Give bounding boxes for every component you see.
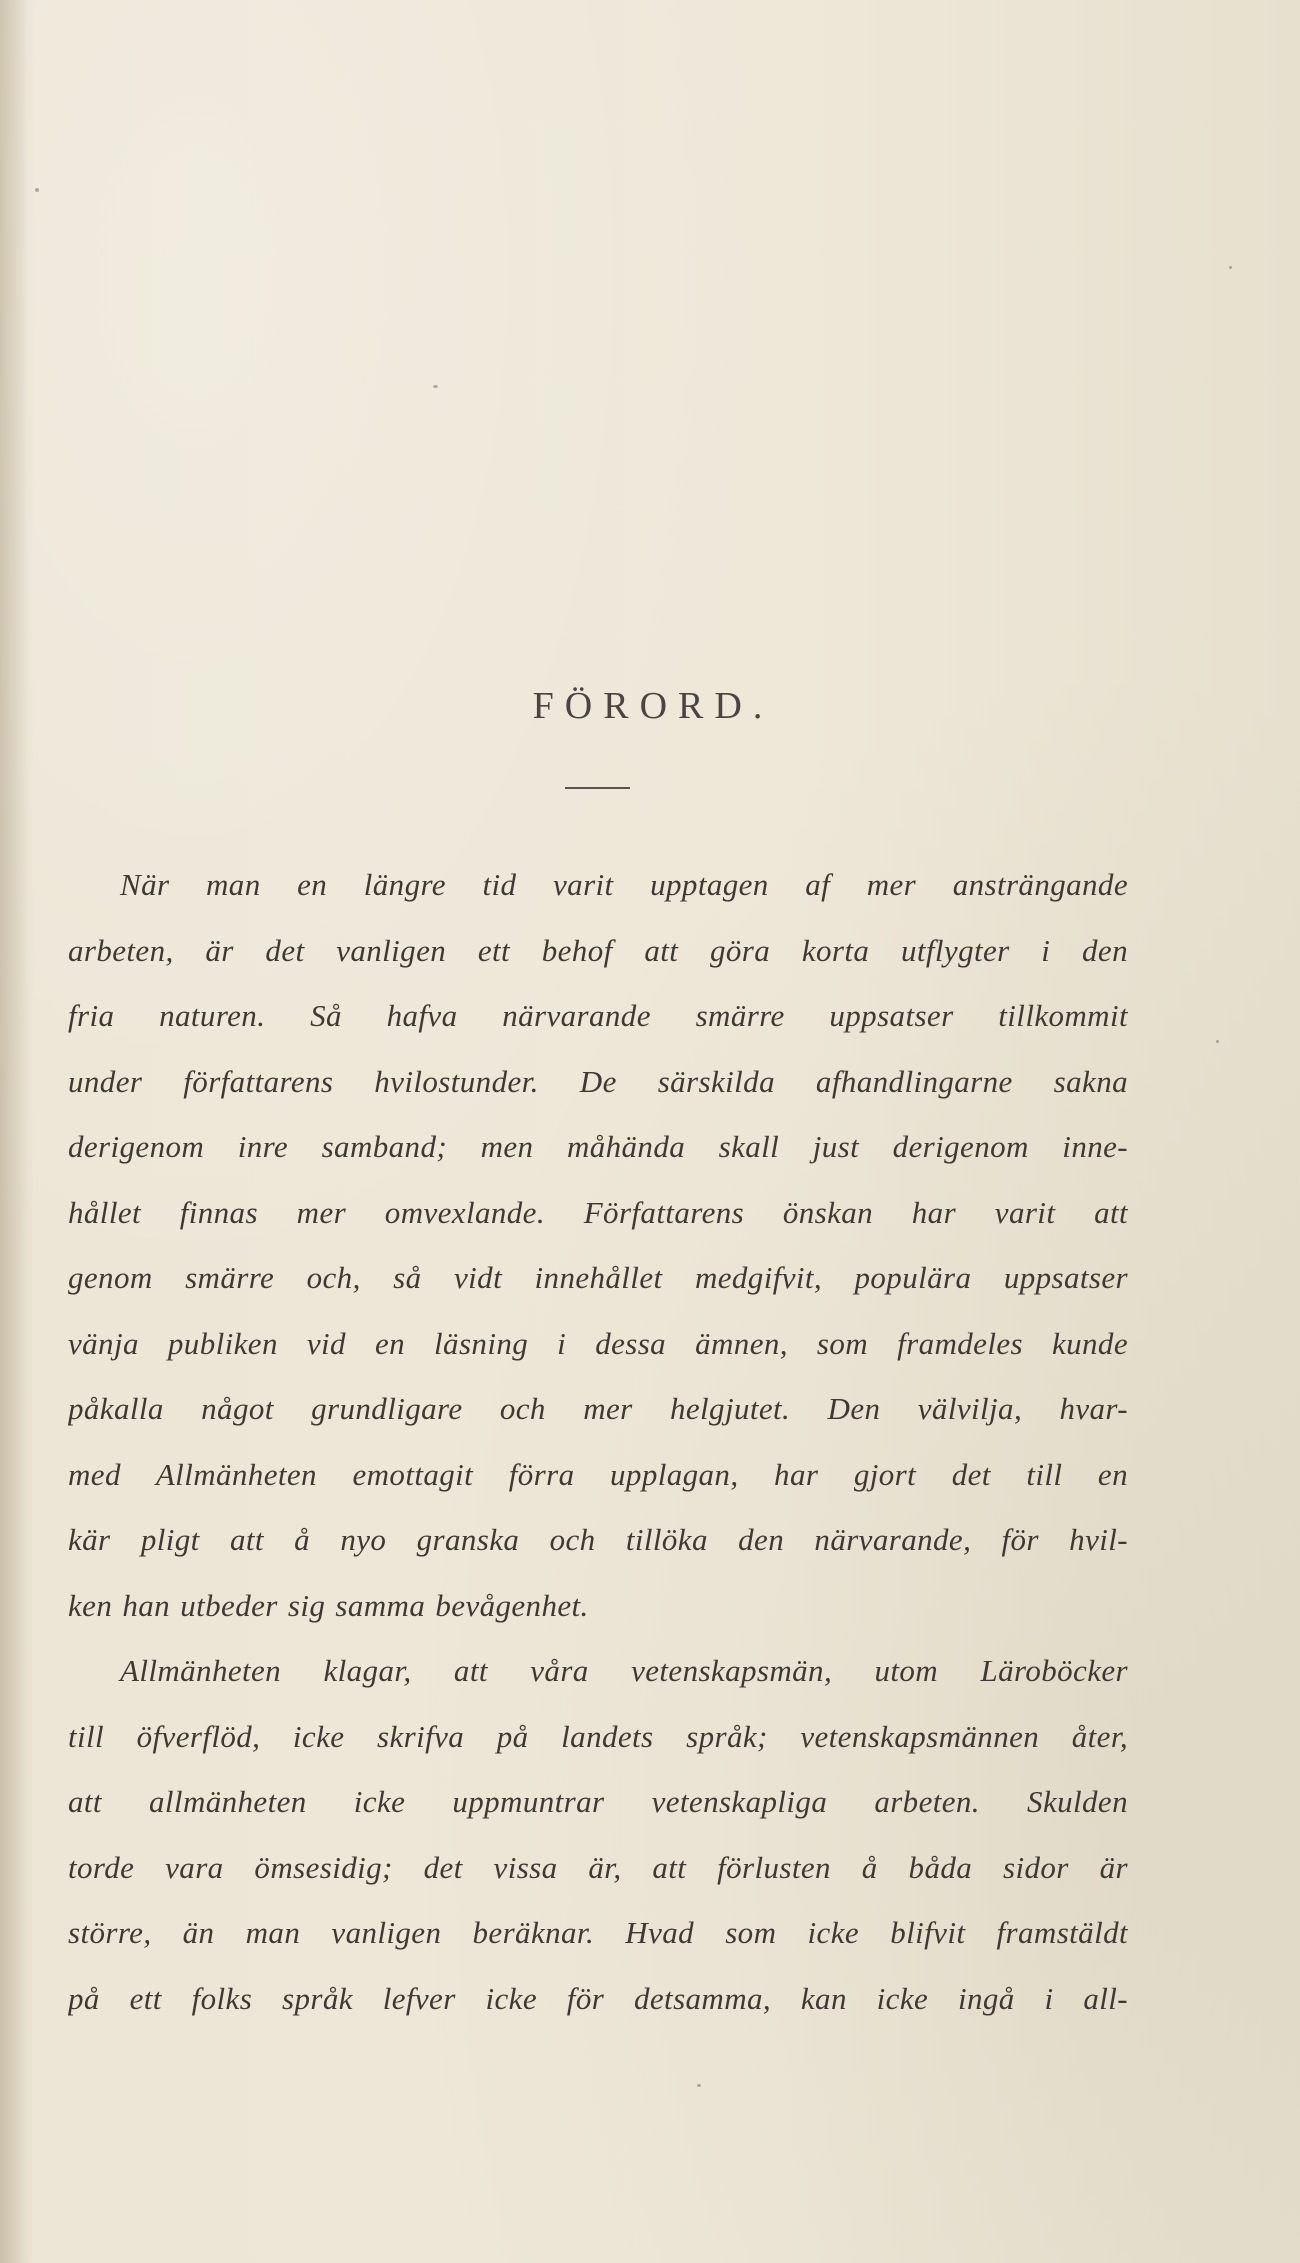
text-line: derigenom inre samband; men måhända skall just derigenom inne- xyxy=(68,1129,1128,1164)
paper-speck xyxy=(1216,1040,1219,1043)
text-line: Allmänheten klagar, att våra vetenskapsmän, utom Läroböcker xyxy=(120,1653,1128,1688)
text-line: på ett folks språk lefver icke för detsamma, kan icke ingå i all- xyxy=(68,1980,1128,2016)
text-line: fria naturen. Så hafva närvarande smärre uppsatser tillkommit xyxy=(68,998,1128,1033)
text-line: arbeten, är det vanligen ett behof att göra korta utflygter i den xyxy=(68,932,1128,968)
body-text xyxy=(68,852,1128,2031)
text-line: vänja publiken vid en läsning i dessa ämnen, som framdeles kunde xyxy=(68,1325,1128,1361)
text-line: till öfverflöd, icke skrifva på landets språk; vetenskapsmännen åter, xyxy=(68,1718,1128,1754)
text-line: under författarens hvilostunder. De särskilda afhandlingarne sakna xyxy=(68,1063,1128,1099)
text-line: torde vara ömsesidig; det vissa är, att förlusten å båda sidor är xyxy=(68,1849,1128,1885)
text-line: ken han utbeder sig samma bevågenhet. xyxy=(68,1587,589,1623)
page-heading: FÖRORD. xyxy=(532,685,774,727)
text-line: När man en längre tid varit upptagen af mer ansträngande xyxy=(120,867,1128,902)
paper-speck xyxy=(1229,266,1232,269)
text-line: påkalla något grundligare och mer helgjutet. Den välvilja, hvar- xyxy=(68,1391,1128,1426)
paper-speck xyxy=(433,385,438,388)
text-line: att allmänheten icke uppmuntrar vetenskapliga arbeten. Skulden xyxy=(68,1784,1128,1819)
text-line: med Allmänheten emottagit förra upplagan, har gjort det till en xyxy=(68,1456,1128,1492)
text-line: hållet finnas mer omvexlande. Författarens önskan har varit att xyxy=(68,1194,1128,1230)
heading-rule xyxy=(565,787,630,789)
page-gutter-shadow xyxy=(0,0,34,2263)
paper-speck xyxy=(697,2084,701,2087)
paper-speck xyxy=(35,188,39,192)
text-line: genom smärre och, så vidt innehållet medgifvit, populära uppsatser xyxy=(68,1260,1128,1295)
text-line: kär pligt att å nyo granska och tillöka den närvarande, för hvil- xyxy=(68,1522,1128,1557)
text-line: större, än man vanligen beräknar. Hvad som icke blifvit framstäldt xyxy=(68,1915,1128,1950)
